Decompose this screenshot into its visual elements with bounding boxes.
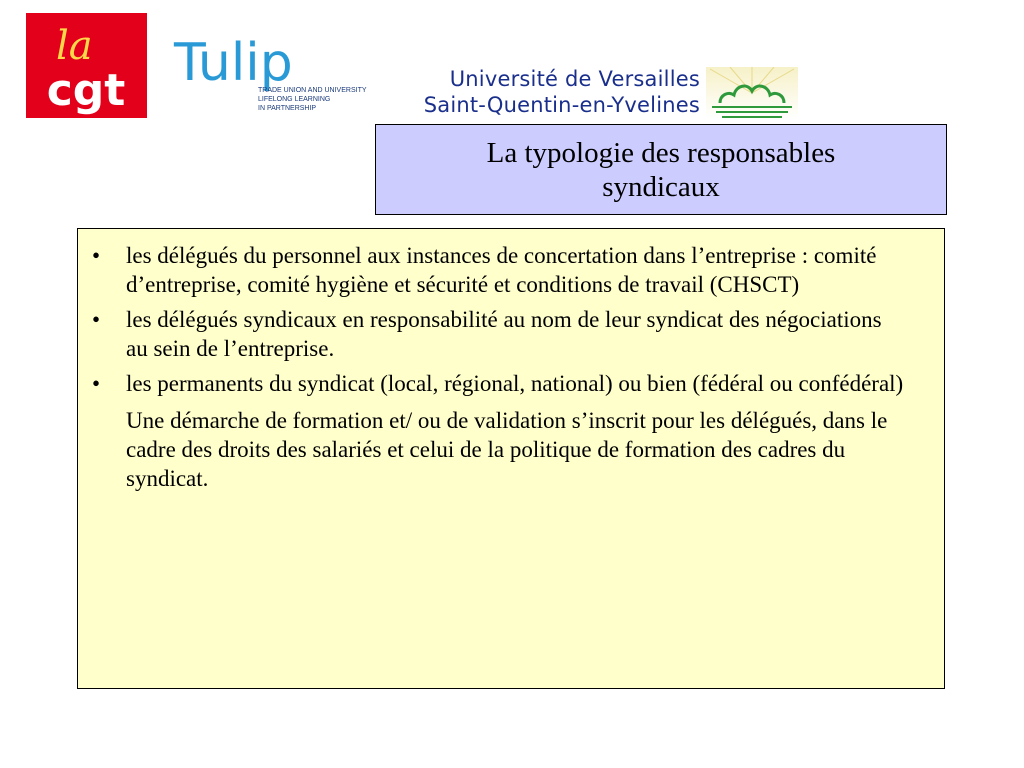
- bullet-list: [88, 241, 908, 398]
- tulip-logo-wordmark: Tulip: [174, 33, 293, 93]
- slide-title: [375, 124, 947, 215]
- tulip-logo: [172, 22, 372, 118]
- bullet-icon: •: [92, 243, 101, 268]
- bullet-item: [88, 241, 908, 299]
- university-name: [374, 66, 700, 118]
- bullet-text: les délégués du personnel aux instances de concertation dans l’entreprise : comité d’entreprise, comité hygiène et sécurité et conditions de travail (CHSCT): [126, 243, 877, 297]
- slide-title-line-2: syndicaux: [602, 170, 720, 203]
- university-emblem-icon: [706, 67, 798, 119]
- closing-paragraph: Une démarche de formation et/ ou de validation s’inscrit pour les délégués, dans le cadre des droits des salariés et celui de la politique de formation des cadres du syndicat.: [126, 408, 888, 491]
- university-name-line-2: Saint-Quentin-en-Yvelines: [423, 93, 700, 117]
- tulip-tagline-line-2: LIFELONG LEARNING: [258, 96, 331, 103]
- tulip-tagline-line-3: IN PARTNERSHIP: [258, 105, 317, 112]
- bullet-icon: •: [92, 307, 101, 332]
- bullet-text: les permanents du syndicat (local, régional, national) ou bien (fédéral ou confédéral): [126, 371, 904, 396]
- bullet-item: [88, 305, 908, 363]
- bullet-item: [88, 369, 908, 398]
- cgt-logo: [26, 13, 147, 118]
- bullet-text: les délégués syndicaux en responsabilité au nom de leur syndicat des négociations au sein de l’entreprise.: [126, 307, 882, 361]
- slide-title-line-1: La typologie des responsables: [486, 136, 836, 169]
- cgt-logo-script: la: [56, 23, 93, 69]
- university-name-line-1: Université de Versailles: [449, 67, 700, 91]
- cgt-logo-wordmark: cgt: [46, 65, 126, 116]
- bullet-icon: •: [92, 371, 101, 396]
- slide-content: [77, 228, 945, 689]
- tulip-tagline-line-1: TRADE UNION AND UNIVERSITY: [258, 87, 367, 94]
